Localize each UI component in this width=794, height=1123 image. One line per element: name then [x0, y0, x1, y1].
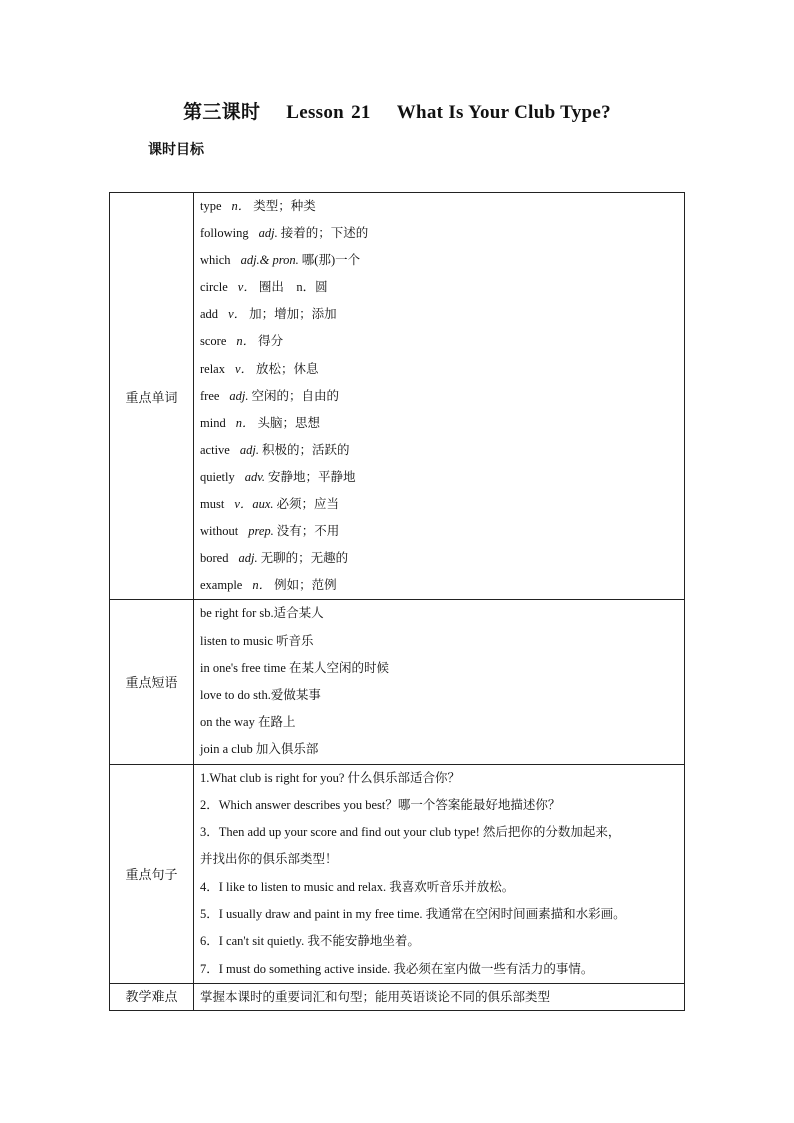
- phrase-item: in one's free time 在某人空闲的时候: [200, 660, 390, 675]
- phrases-row: [110, 600, 685, 764]
- vocab-item: mind n． 头脑；思想: [200, 415, 320, 430]
- phrase-item: on the way 在路上: [200, 715, 296, 730]
- sentence-item: 5．I usually draw and paint in my free time. 我通常在空闲时间画素描和水彩画。: [200, 907, 626, 922]
- sentence-item: 4．I like to listen to music and relax. 我喜欢听音乐并放松。: [200, 879, 515, 894]
- vocab-item: quietly adv. 安静地；平静地: [200, 469, 356, 484]
- vocab-item: must v．aux. 必须；应当: [200, 497, 340, 512]
- vocab-item: active adj. 积极的；活跃的: [200, 442, 350, 457]
- sentence-item: 1.What club is right for you? 什么俱乐部适合你？: [200, 770, 461, 785]
- phrase-item: love to do sth.爱做某事: [200, 687, 321, 702]
- vocab-item: add v． 加；增加；添加: [200, 307, 337, 322]
- difficulty-label: 教学难点: [110, 983, 194, 1010]
- vocabulary-label: 重点单词: [110, 193, 194, 600]
- sentence-item: 3．Then add up your score and find out your club type! 然后把你的分数加起来，: [200, 825, 621, 840]
- vocab-item: following adj. 接着的；下述的: [200, 226, 369, 241]
- vocab-item: bored adj. 无聊的；无趣的: [200, 551, 349, 566]
- title-topic: What Is Your Club Type?: [396, 102, 611, 123]
- phrase-item: listen to music 听音乐: [200, 633, 314, 648]
- sentence-item: 7．I must do something active inside. 我必须在室内做一些有活力的事情。: [200, 961, 594, 976]
- sentences-list: [194, 764, 685, 983]
- vocabulary-row: [110, 193, 685, 600]
- difficulty-text: 掌握本课时的重要词汇和句型；能用英语谈论不同的俱乐部类型: [194, 983, 685, 1010]
- vocab-item: which adj.& pron. 哪(那)一个: [200, 253, 361, 268]
- sentences-row: [110, 764, 685, 983]
- phrase-item: be right for sb.适合某人: [200, 606, 324, 621]
- title-chinese: 第三课时: [183, 102, 261, 123]
- phrase-item: join a club 加入俱乐部: [200, 742, 319, 757]
- vocab-item: relax v． 放松；休息: [200, 361, 319, 376]
- sentence-item: 2．Which answer describes you best？哪一个答案能最好地描述你？: [200, 797, 561, 812]
- vocab-item: without prep. 没有；不用: [200, 524, 340, 539]
- vocab-item: circle v． 圈出 n．圆: [200, 280, 328, 295]
- sentences-label: 重点句子: [110, 764, 194, 983]
- sentence-item: 6．I can't sit quietly. 我不能安静地坐着。: [200, 934, 420, 949]
- lesson-objectives-table: [109, 192, 685, 1011]
- phrases-list: [194, 600, 685, 764]
- section-heading-objectives: 课时目标: [148, 143, 204, 158]
- vocab-item: score n． 得分: [200, 334, 284, 349]
- sentence-item: 并找出你的俱乐部类型！: [200, 852, 338, 867]
- vocab-item: example n． 例如；范例: [200, 578, 337, 593]
- vocab-item: free adj. 空闲的；自由的: [200, 388, 340, 403]
- vocabulary-list: [194, 193, 685, 600]
- phrases-label: 重点短语: [110, 600, 194, 764]
- title-lesson-number: Lesson 21: [286, 102, 371, 123]
- lesson-title: [0, 97, 794, 124]
- vocab-item: type n． 类型；种类: [200, 199, 316, 213]
- difficulty-row: [110, 983, 685, 1010]
